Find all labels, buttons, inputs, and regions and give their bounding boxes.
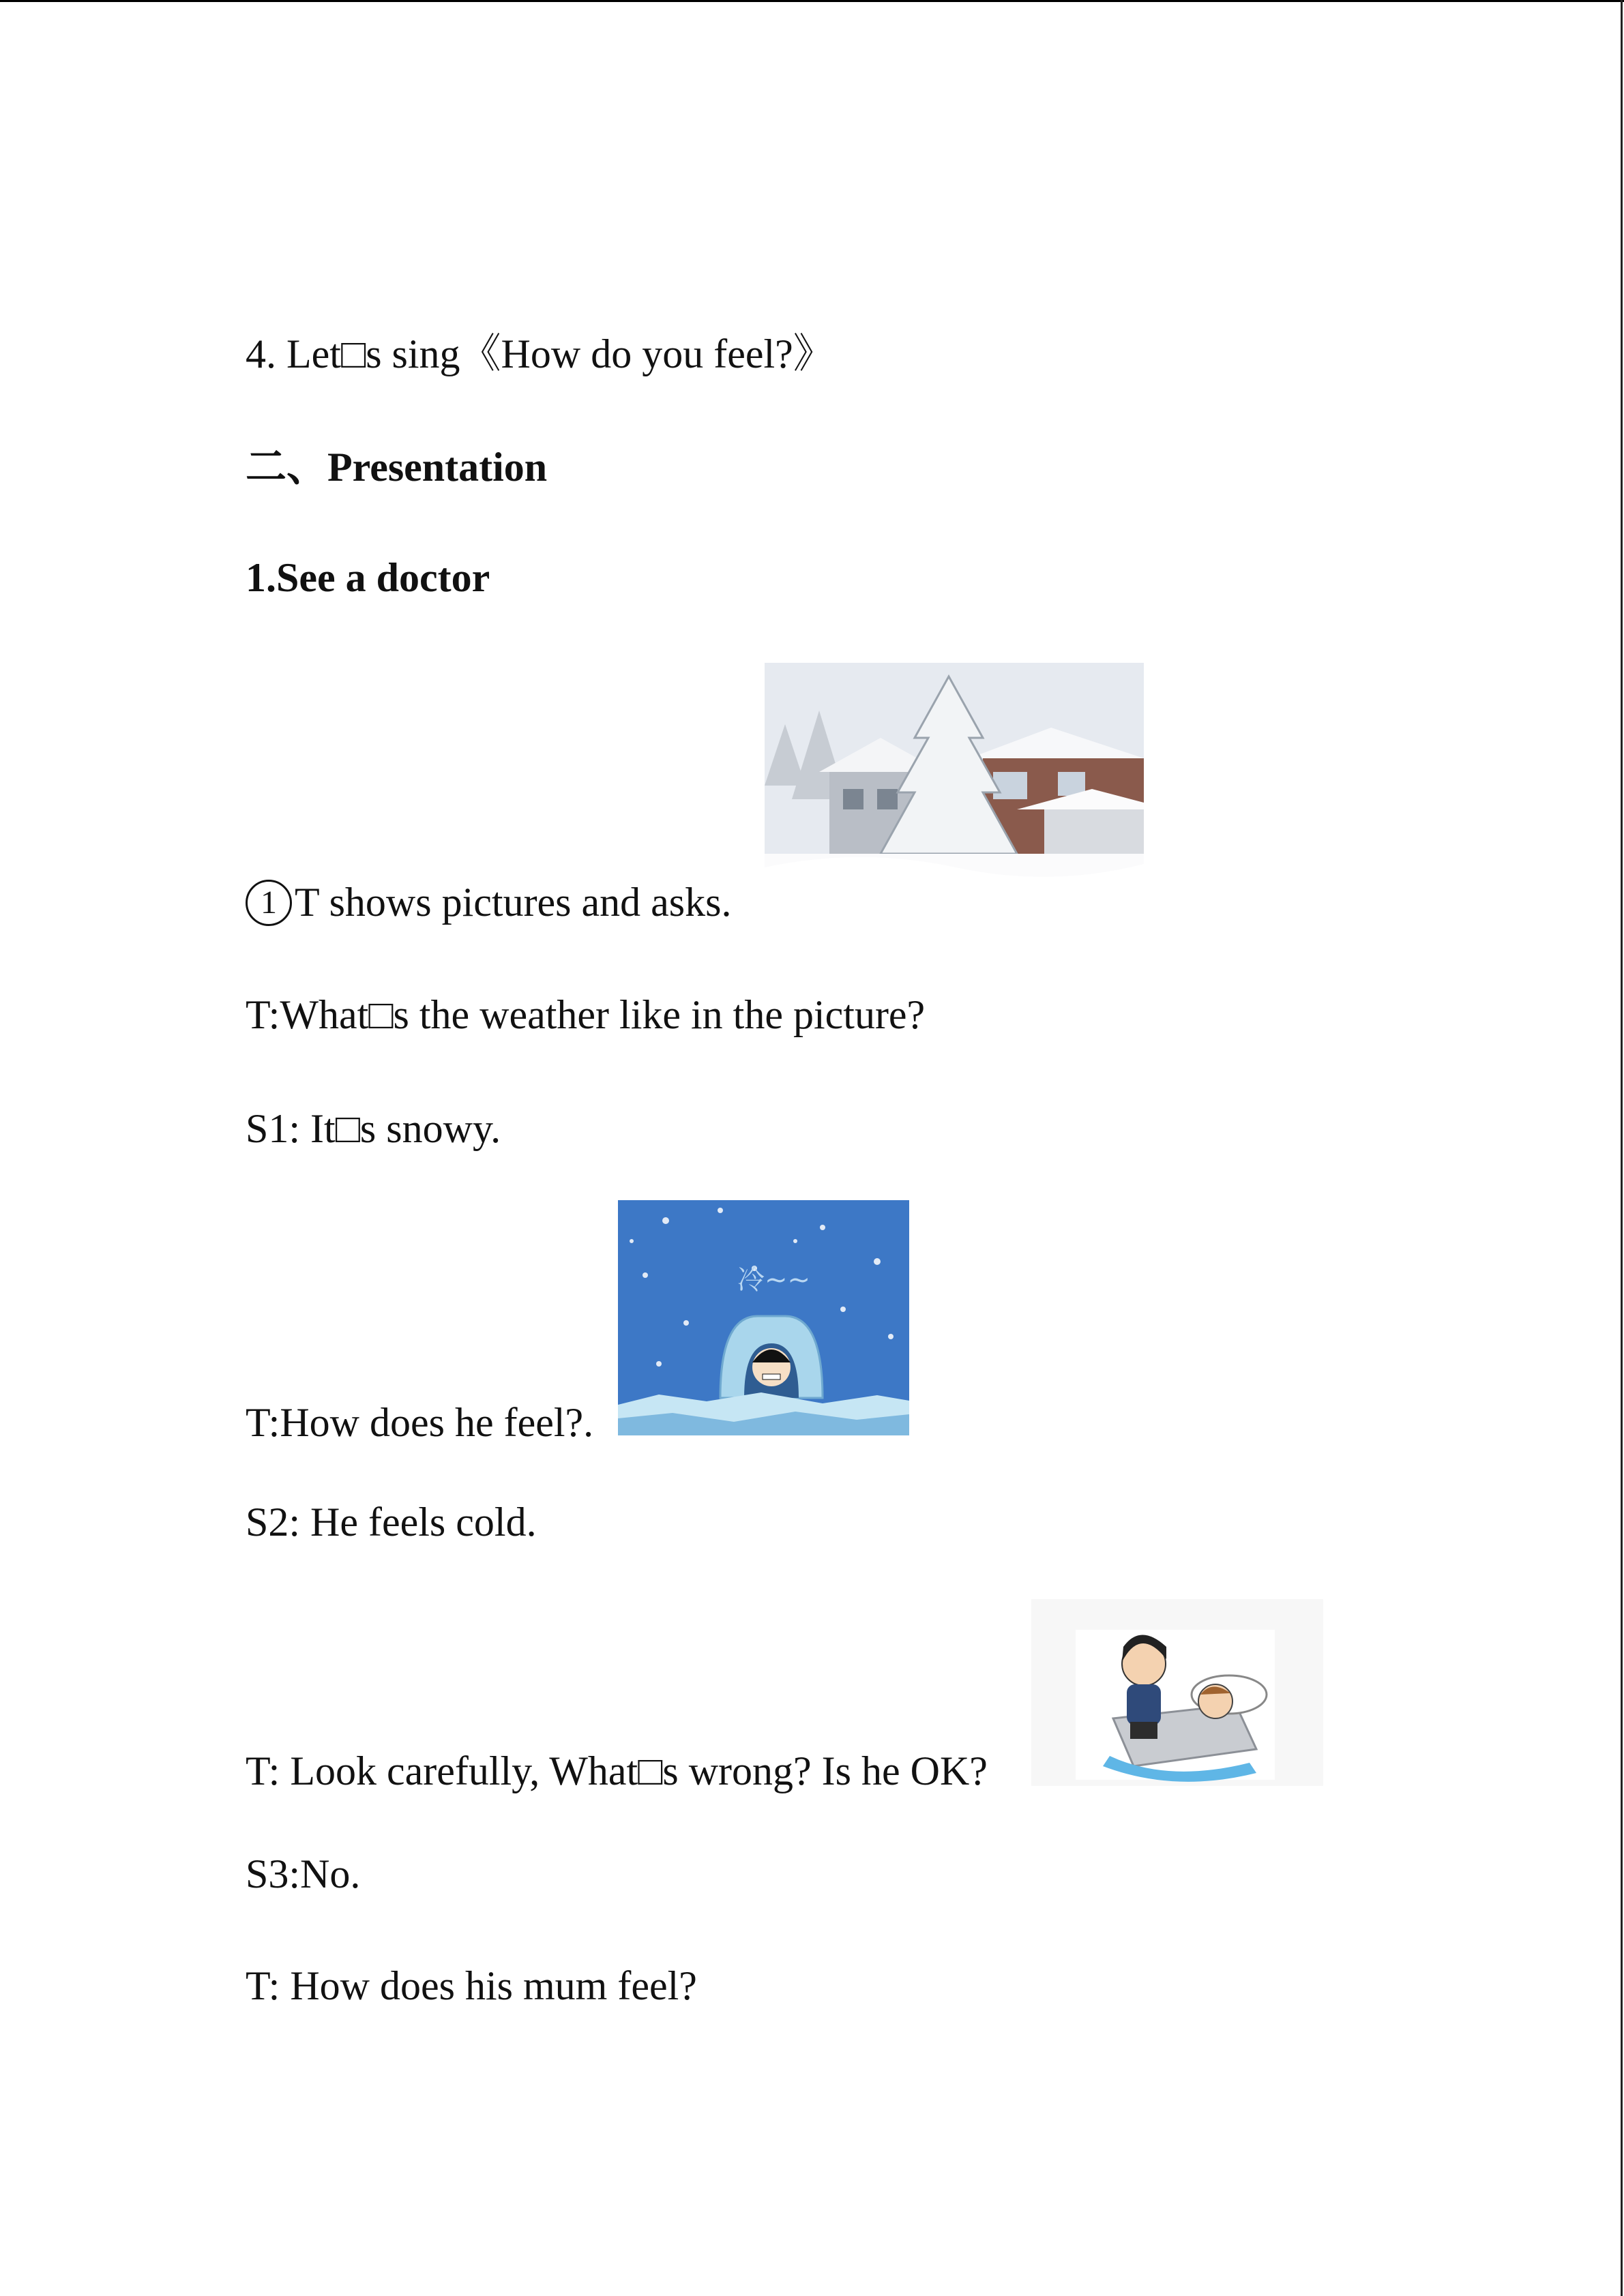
sick-boy-drawing [1031,1599,1323,1786]
step-line [246,878,732,927]
question-line-3: T: Look carefully, What□s wrong? Is he OK? [246,1748,988,1793]
cold-cartoon-image [618,1200,909,1435]
page-right-border [1621,0,1623,2296]
cold-cartoon-drawing [618,1200,909,1435]
step-text: T shows pictures and asks. [295,880,732,925]
answer-line-3: S3:No. [246,1851,361,1896]
song-line: 4. Let□s sing《How do you feel?》 [246,331,834,376]
page-top-border [0,0,1624,2]
question-line-4: T: How does his mum feel? [246,1963,697,2008]
snowy-house-drawing [765,663,1144,916]
snowy-house-image [765,663,1144,916]
question-line: T:What□s the weather like in the picture? [246,992,926,1037]
subsection-heading: 1.See a doctor [246,555,490,600]
answer-line-2: S2: He feels cold. [246,1500,537,1545]
svg-text:冷~~: 冷~~ [737,1264,811,1296]
answer-line: S1: It□s snowy. [246,1106,501,1151]
question-line-2: T:How does he feel?. [246,1400,594,1445]
sick-boy-image [1031,1599,1323,1786]
section-heading: 二、Presentation [246,445,548,490]
circled-number: 1 [246,880,292,926]
